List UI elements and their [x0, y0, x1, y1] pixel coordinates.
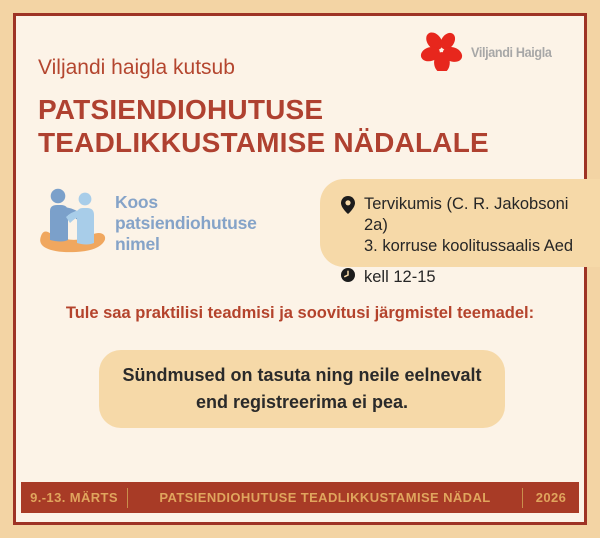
- campaign-text-line3: nimel: [115, 234, 160, 254]
- kicker-text: Viljandi haigla kutsub: [38, 56, 235, 79]
- note-line2: end registreerima ei pea.: [195, 392, 409, 412]
- note-box: [99, 350, 505, 428]
- event-time-row: [341, 267, 594, 288]
- event-info-box: [320, 179, 600, 286]
- people-hand-icon: [38, 186, 110, 261]
- clock-icon: [341, 267, 355, 288]
- footer-dates: 9.-13. MÄRTS: [30, 490, 118, 505]
- poster-title-line1: PATSIENDIOHUTUSE: [38, 94, 324, 125]
- event-location-line2: 3. korruse koolitussaalis Aed: [364, 237, 574, 255]
- footer-year: 2026: [535, 490, 567, 505]
- event-location-row: [341, 194, 594, 257]
- note-line1: Sündmused on tasuta ning neile eelnevalt: [122, 365, 482, 385]
- poster-title-line2: TEADLIKKUSTAMISE NÄDALALE: [38, 127, 489, 158]
- hospital-brand: [419, 28, 560, 76]
- campaign-logo: [38, 186, 257, 261]
- event-location-text: [364, 194, 594, 257]
- poster-card: [13, 13, 587, 525]
- event-location-line1: Tervikumis (C. R. Jakobsoni 2a): [364, 195, 569, 234]
- lead-text: Tule saa praktilisi teadmisi ja soovitusi järgmistel teemadel:: [65, 304, 535, 322]
- event-time-text: kell 12-15: [364, 268, 436, 286]
- flower-logo-icon: [419, 28, 464, 76]
- campaign-text-line1: Koos: [115, 192, 158, 212]
- hospital-brand-name: Viljandi Haigla: [470, 44, 552, 60]
- location-pin-icon: [341, 196, 355, 220]
- poster-title: [38, 93, 489, 159]
- footer-bar: [21, 482, 579, 513]
- campaign-logo-text: [115, 186, 257, 255]
- campaign-text-line2: patsiendiohutuse: [115, 213, 257, 233]
- footer-title: PATSIENDIOHUTUSE TEADLIKKUSTAMISE NÄDAL: [159, 490, 491, 505]
